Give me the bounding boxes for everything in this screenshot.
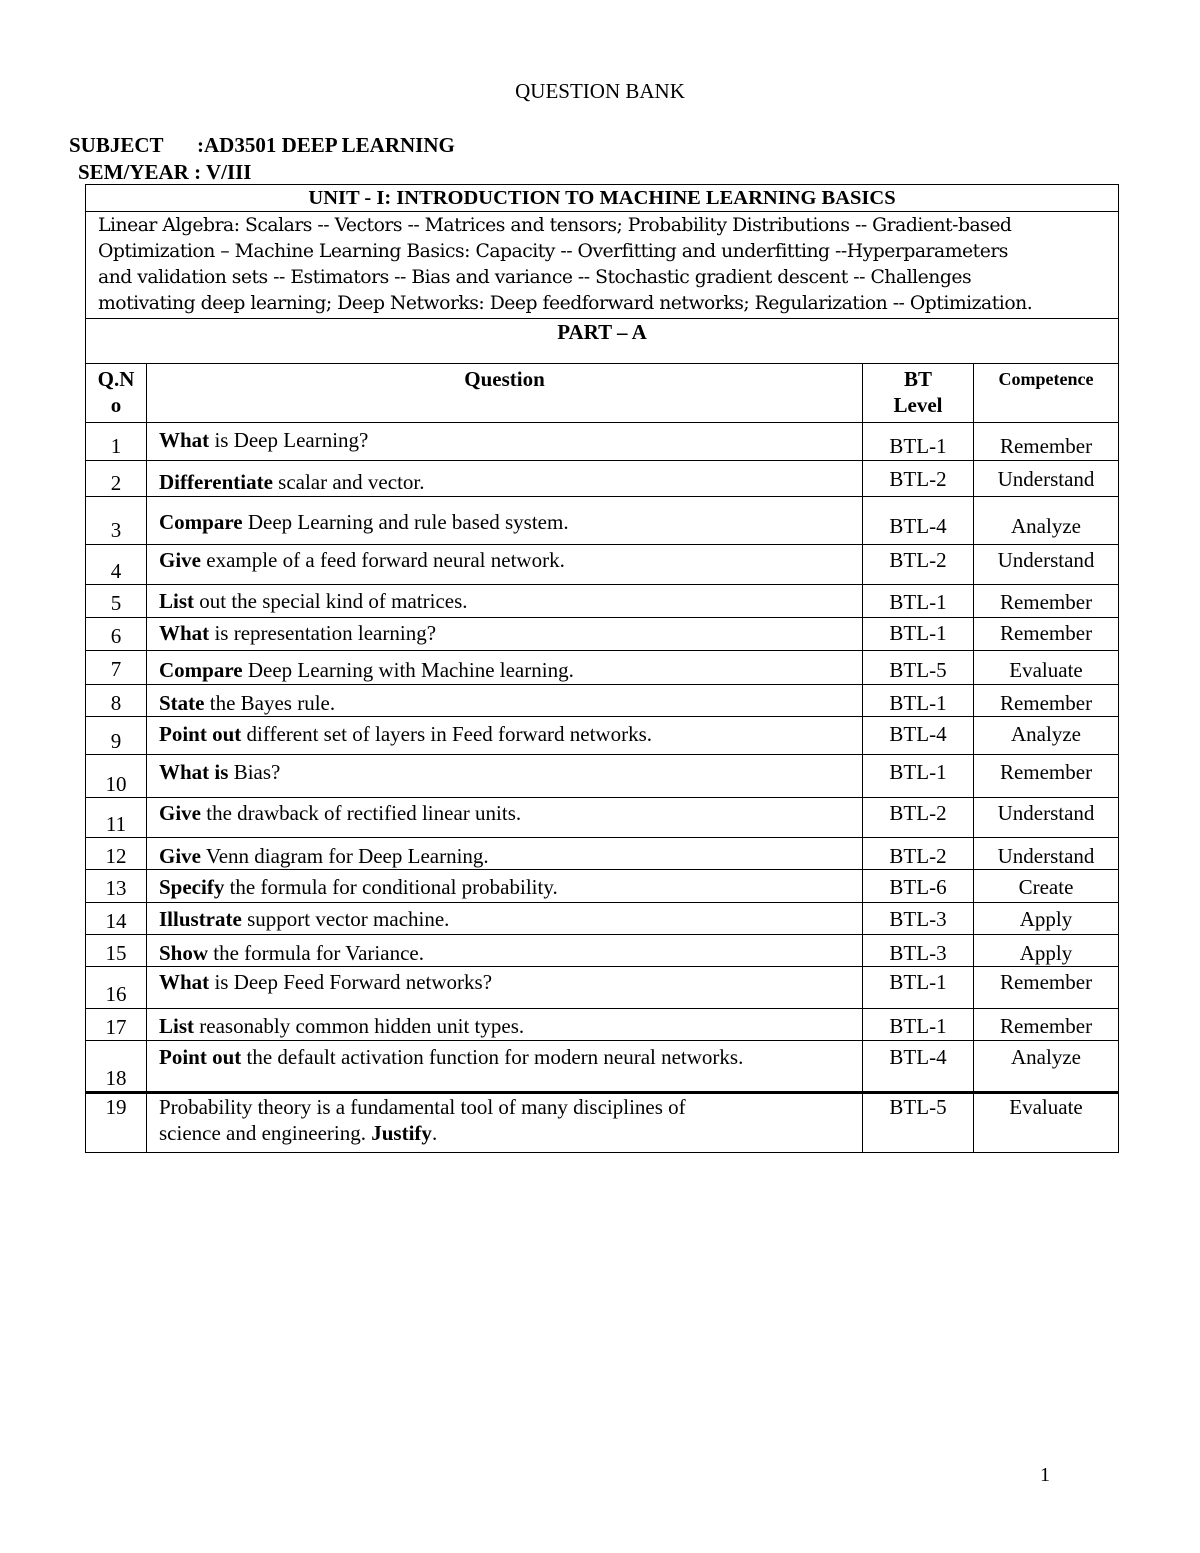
bt-level: BTL-1: [863, 967, 974, 1009]
question-rest: .: [431, 1121, 438, 1145]
question-number: 13: [86, 870, 147, 903]
competence: Understand: [974, 461, 1119, 497]
question-rest: the formula for conditional probability.: [224, 875, 558, 899]
table-row: [86, 838, 1119, 870]
header-qno-line2: o: [110, 393, 122, 417]
question-text: [147, 717, 863, 755]
question-number: 7: [86, 651, 147, 685]
syllabus-line: and validation sets -- Estimators -- Bias and variance -- Stochastic gradient descent -- Challenges: [98, 267, 972, 288]
bt-level: BTL-3: [863, 903, 974, 935]
question-text: [147, 497, 863, 545]
bt-level: BTL-4: [863, 717, 974, 755]
question-verb: Give: [159, 801, 201, 825]
question-verb: Justify: [371, 1121, 432, 1145]
bt-level: BTL-1: [863, 685, 974, 717]
question-number: 16: [86, 967, 147, 1009]
question-number: 8: [86, 685, 147, 717]
unit-title: UNIT - I: INTRODUCTION TO MACHINE LEARNING BASICS: [86, 185, 1119, 212]
competence: Evaluate: [974, 651, 1119, 685]
subject-line: [69, 133, 455, 158]
table-row: [86, 1093, 1119, 1153]
table-row: [86, 651, 1119, 685]
question-number: 2: [86, 461, 147, 497]
question-rest: science and engineering.: [159, 1121, 372, 1145]
competence: Remember: [974, 967, 1119, 1009]
table-row: [86, 1041, 1119, 1093]
table-row: [86, 755, 1119, 798]
question-number: 5: [86, 585, 147, 618]
header-competence: Competence: [974, 364, 1119, 423]
question-text: [147, 1009, 863, 1041]
table-row: [86, 497, 1119, 545]
bt-level: BTL-2: [863, 461, 974, 497]
syllabus-line: Linear Algebra: Scalars -- Vectors -- Matrices and tensors; Probability Distributions -- Gradient-based: [98, 215, 1012, 236]
question-verb: Give: [159, 548, 201, 572]
question-rest: out the special kind of matrices.: [194, 589, 468, 613]
table-row: [86, 423, 1119, 461]
question-line: [159, 1120, 862, 1146]
question-rest: Deep Learning and rule based system.: [242, 510, 569, 534]
header-qno: [86, 364, 147, 423]
syllabus-line: Optimization – Machine Learning Basics: Capacity -- Overfitting and underfitting --Hyperparameters: [98, 241, 1008, 262]
bt-level: BTL-1: [863, 423, 974, 461]
question-number: 18: [86, 1041, 147, 1093]
subject-label: SUBJECT: [69, 133, 164, 157]
competence: Apply: [974, 935, 1119, 967]
syllabus-line: motivating deep learning; Deep Networks: Deep feedforward networks; Regularization -- Optimization.: [98, 293, 1033, 314]
question-verb: State: [159, 691, 205, 715]
question-text: [147, 755, 863, 798]
header-bt-line1: BT: [903, 367, 932, 391]
bt-level: BTL-1: [863, 618, 974, 651]
question-verb: Compare: [159, 658, 243, 682]
competence: Remember: [974, 585, 1119, 618]
bt-level: BTL-5: [863, 651, 974, 685]
bt-level: BTL-2: [863, 545, 974, 585]
competence: Analyze: [974, 1041, 1119, 1093]
question-text: [147, 798, 863, 838]
question-verb: List: [159, 589, 195, 613]
bt-level: BTL-1: [863, 585, 974, 618]
question-rest: example of a feed forward neural network.: [201, 548, 565, 572]
competence: Remember: [974, 423, 1119, 461]
table-row: [86, 461, 1119, 497]
question-number: 4: [86, 545, 147, 585]
question-verb: Show: [159, 941, 209, 965]
bt-level: BTL-1: [863, 755, 974, 798]
question-rest: scalar and vector.: [272, 470, 425, 494]
table-row: [86, 545, 1119, 585]
question-text: [147, 1041, 863, 1093]
bt-level: BTL-1: [863, 1009, 974, 1041]
competence: Analyze: [974, 717, 1119, 755]
bt-level: BTL-4: [863, 1041, 974, 1093]
question-verb: Point out: [159, 722, 242, 746]
competence: Understand: [974, 838, 1119, 870]
bt-level: BTL-2: [863, 838, 974, 870]
competence: Remember: [974, 685, 1119, 717]
header-qno-line1: Q.N: [97, 367, 135, 391]
question-number: 19: [86, 1093, 147, 1153]
question-number: 1: [86, 423, 147, 461]
question-rest: different set of layers in Feed forward networks.: [241, 722, 652, 746]
question-text: [147, 903, 863, 935]
competence: Remember: [974, 618, 1119, 651]
question-number: 17: [86, 1009, 147, 1041]
bt-level: BTL-3: [863, 935, 974, 967]
bt-level: BTL-2: [863, 798, 974, 838]
competence: Understand: [974, 798, 1119, 838]
question-number: 11: [86, 798, 147, 838]
page-title: QUESTION BANK: [515, 79, 685, 103]
question-text: [147, 651, 863, 685]
question-rest: is representation learning?: [209, 621, 437, 645]
question-text: [147, 685, 863, 717]
question-verb: Differentiate: [159, 470, 273, 494]
question-number: 9: [86, 717, 147, 755]
subject-value: :AD3501 DEEP LEARNING: [197, 133, 455, 157]
question-verb: Give: [159, 844, 201, 868]
competence: Remember: [974, 755, 1119, 798]
question-verb: Point out: [159, 1045, 242, 1069]
competence: Create: [974, 870, 1119, 903]
question-number: 6: [86, 618, 147, 651]
question-text: [147, 935, 863, 967]
question-line: Probability theory is a fundamental tool of many disciplines of: [159, 1095, 686, 1119]
question-text: [147, 967, 863, 1009]
table-row: [86, 870, 1119, 903]
question-number: 10: [86, 755, 147, 798]
question-verb: Illustrate: [159, 907, 242, 931]
table-row: [86, 935, 1119, 967]
table-row: [86, 618, 1119, 651]
question-table: [85, 184, 1119, 1153]
question-text: [147, 870, 863, 903]
question-text: [147, 618, 863, 651]
question-verb: What: [159, 428, 210, 452]
question-number: 12: [86, 838, 147, 870]
competence: Apply: [974, 903, 1119, 935]
semester-line: SEM/YEAR : V/III: [78, 160, 252, 184]
question-verb: List: [159, 1014, 195, 1038]
question-number: 15: [86, 935, 147, 967]
question-text: [147, 423, 863, 461]
question-verb: What: [159, 621, 210, 645]
bt-level: BTL-4: [863, 497, 974, 545]
question-rest: the Bayes rule.: [204, 691, 336, 715]
question-verb: Specify: [159, 875, 225, 899]
question-rest: Venn diagram for Deep Learning.: [201, 844, 489, 868]
question-rest: the drawback of rectified linear units.: [201, 801, 522, 825]
question-verb: What: [159, 970, 210, 994]
competence: Remember: [974, 1009, 1119, 1041]
bt-level: BTL-5: [863, 1093, 974, 1153]
question-text: [147, 545, 863, 585]
question-verb: What is: [159, 760, 229, 784]
syllabus-row: [86, 212, 1119, 319]
unit-title-row: [86, 185, 1119, 212]
question-number: 3: [86, 497, 147, 545]
competence: Analyze: [974, 497, 1119, 545]
question-number: 14: [86, 903, 147, 935]
header-bt-line2: Level: [893, 393, 943, 417]
table-row: [86, 1009, 1119, 1041]
page-number: 1: [1040, 1464, 1050, 1486]
competence: Understand: [974, 545, 1119, 585]
table-row: [86, 967, 1119, 1009]
competence: Evaluate: [974, 1093, 1119, 1153]
question-rest: support vector machine.: [241, 907, 450, 931]
part-title-row: [86, 319, 1119, 364]
question-rest: Bias?: [228, 760, 281, 784]
table-row: [86, 798, 1119, 838]
table-row: [86, 685, 1119, 717]
question-rest: the default activation function for modern neural networks.: [241, 1045, 744, 1069]
table-row: [86, 585, 1119, 618]
header-question: Question: [147, 364, 863, 423]
question-text: [147, 838, 863, 870]
question-rest: reasonably common hidden unit types.: [194, 1014, 525, 1038]
question-rest: Deep Learning with Machine learning.: [242, 658, 574, 682]
syllabus-text: [86, 212, 1119, 319]
question-rest: is Deep Learning?: [209, 428, 369, 452]
question-text: [147, 461, 863, 497]
part-title: PART – A: [86, 319, 1119, 364]
question-text: [147, 585, 863, 618]
bt-level: BTL-6: [863, 870, 974, 903]
table-row: [86, 903, 1119, 935]
question-verb: Compare: [159, 510, 243, 534]
table-row: [86, 717, 1119, 755]
question-text: [147, 1093, 863, 1153]
question-rest: the formula for Variance.: [208, 941, 424, 965]
header-bt-level: [863, 364, 974, 423]
table-header-row: [86, 364, 1119, 423]
question-rest: is Deep Feed Forward networks?: [209, 970, 493, 994]
